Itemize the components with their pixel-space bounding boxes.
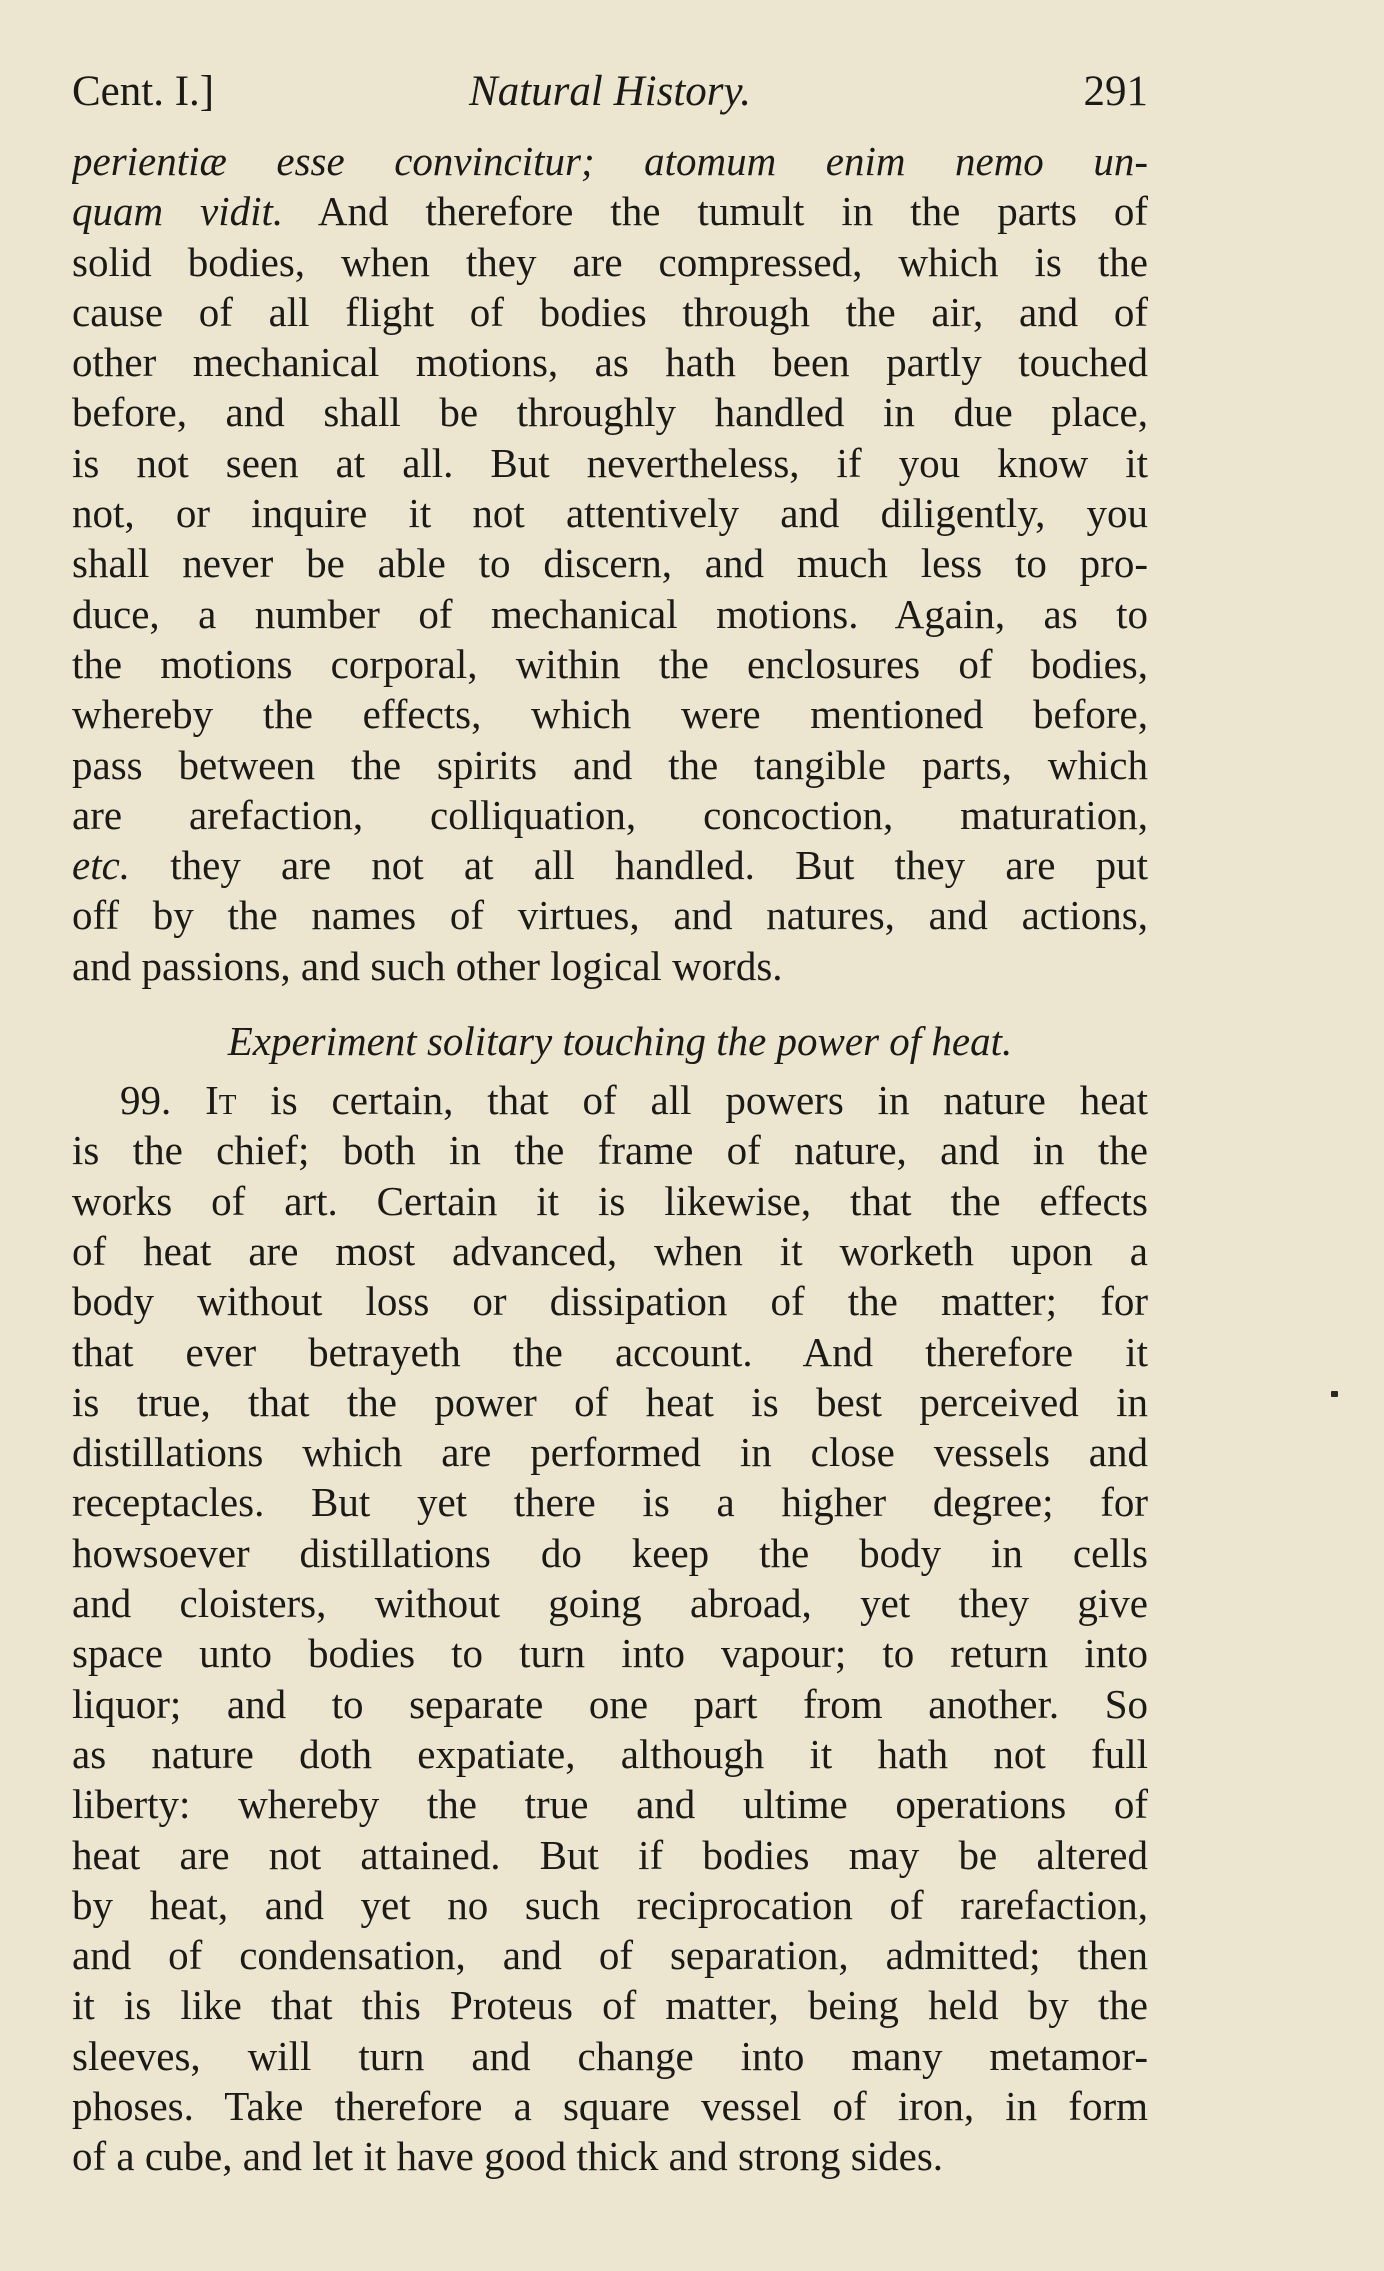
text-line: other mechanical motions, as hath been partly touched xyxy=(72,339,1148,386)
text-line: receptacles. But yet there is a higher degree; for xyxy=(72,1479,1148,1526)
text-line: the motions corporal, within the enclosures of bodies, xyxy=(72,640,1148,687)
section-label: Cent. I.] xyxy=(72,68,215,115)
text-line: off by the names of virtues, and natures, and actions, xyxy=(72,892,1148,939)
text-line: shall never be able to discern, and much less to pro- xyxy=(72,540,1148,587)
text-line: works of art. Certain it is likewise, that the effects xyxy=(72,1177,1148,1224)
text-line: by heat, and yet no such reciprocation of rarefaction, xyxy=(72,1881,1148,1928)
text-line: space unto bodies to turn into vapour; to return into xyxy=(72,1630,1148,1677)
text-line: duce, a number of mechanical motions. Again, as to xyxy=(72,590,1148,637)
text-line: whereby the effects, which were mentioned before, xyxy=(72,691,1148,738)
paragraph-continuation xyxy=(72,136,1148,991)
text-line: is not seen at all. But nevertheless, if you know it xyxy=(72,439,1148,486)
body-text xyxy=(72,136,1148,2182)
text-line: perientiæ esse convincitur; atomum enim nemo un- xyxy=(72,138,1148,184)
text-line: of heat are most advanced, when it worketh upon a xyxy=(72,1227,1148,1274)
page-number: 291 xyxy=(1083,68,1148,115)
text-line: and cloisters, without going abroad, yet they give xyxy=(72,1580,1148,1627)
text-line: not, or inquire it not attentively and diligently, you xyxy=(72,490,1148,537)
text-line: distillations which are performed in close vessels and xyxy=(72,1429,1148,1476)
italic-run: quam vidit. xyxy=(72,188,284,235)
text-line: before, and shall be throughly handled in due place, xyxy=(72,389,1148,436)
text-line: liquor; and to separate one part from another. So xyxy=(72,1680,1148,1727)
margin-mark xyxy=(1331,1391,1338,1397)
text-line xyxy=(72,1075,1148,1125)
paragraph-99 xyxy=(72,1075,1148,2182)
text-line: and passions, and such other logical words. xyxy=(72,942,783,989)
text-line: that ever betrayeth the account. And therefore it xyxy=(72,1328,1148,1375)
text-line: as nature doth expatiate, although it hath not full xyxy=(72,1730,1148,1777)
text-line: liberty: whereby the true and ultime operations of xyxy=(72,1781,1148,1828)
section-heading: Experiment solitary touching the power of heat. xyxy=(227,1018,1013,1065)
running-title: Natural History. xyxy=(469,68,751,115)
text-line: and of condensation, and of separation, admitted; then xyxy=(72,1932,1148,1979)
text-line: phoses. Take therefore a square vessel of iron, in form xyxy=(72,2082,1148,2129)
italic-run: etc. xyxy=(72,842,131,889)
text-line: cause of all flight of bodies through the air, and of xyxy=(72,288,1148,335)
text-line: body without loss or dissipation of the matter; for xyxy=(72,1278,1148,1325)
text-line: sleeves, will turn and change into many metamor- xyxy=(72,2032,1148,2079)
text-line: is the chief; both in the frame of nature, and in the xyxy=(72,1127,1148,1174)
drop-cap: It xyxy=(205,1077,237,1124)
text-line: howsoever distillations do keep the body in cells xyxy=(72,1529,1148,1576)
text-line: of a cube, and let it have good thick and strong sides. xyxy=(72,2133,944,2180)
running-header xyxy=(72,62,1148,122)
text-line: quam vidit. And therefore the tumult in the parts of xyxy=(72,188,1148,235)
text-line: it is like that this Proteus of matter, being held by the xyxy=(72,1982,1148,2029)
text-line: solid bodies, when they are compressed, which is the xyxy=(72,238,1148,285)
first-line-text: is certain, that of all powers in nature heat xyxy=(236,1077,1148,1124)
text-line: are arefaction, colliquation, concoction, maturation, xyxy=(72,791,1148,838)
paragraph-number: 99. xyxy=(120,1077,172,1124)
text-line: heat are not attained. But if bodies may be altered xyxy=(72,1831,1148,1878)
text-line: etc. they are not at all handled. But they are put xyxy=(72,842,1148,889)
text-line: is true, that the power of heat is best perceived in xyxy=(72,1378,1148,1425)
text-line: pass between the spirits and the tangible parts, which xyxy=(72,741,1148,788)
